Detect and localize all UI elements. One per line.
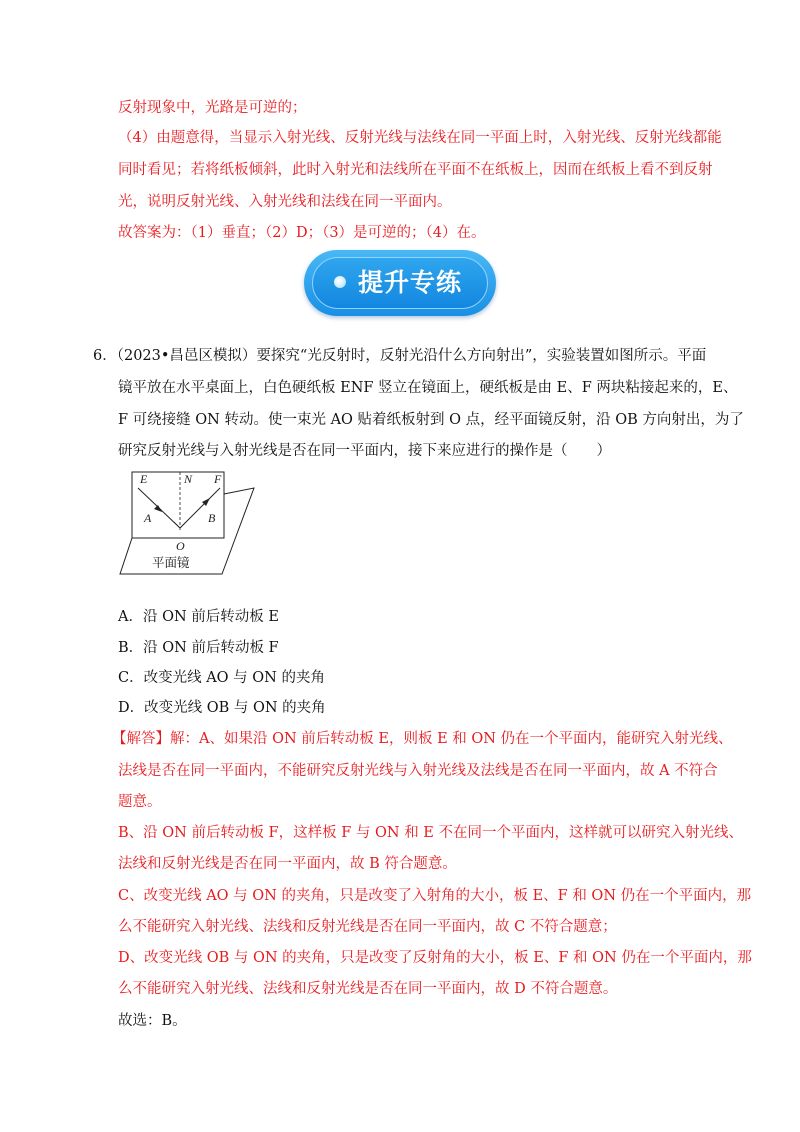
- incident-arrow-icon: [154, 505, 162, 512]
- answer-text-line: 同时看见；若将纸板倾斜，此时入射光和法线所在平面不在纸板上，因而在纸板上看不到反射: [118, 162, 713, 178]
- option-a: A．沿 ON 前后转动板 E: [118, 609, 279, 625]
- label-N: N: [184, 472, 193, 486]
- final-answer: 故选：B。: [118, 1013, 187, 1029]
- option-b: B．沿 ON 前后转动板 F: [118, 640, 279, 656]
- bullet-icon: [334, 276, 346, 288]
- label-E: E: [140, 472, 148, 486]
- banner-label: 提升专练: [358, 268, 463, 297]
- answer-line: 题意。: [118, 794, 162, 810]
- answer-text-line: 反射现象中，光路是可逆的；: [118, 100, 307, 116]
- answer-line: B、沿 ON 前后转动板 F，这样板 F 与 ON 和 E 不在同一个平面内，这样就可以研究入射光线、: [118, 825, 743, 841]
- answer-text-line: 故答案为：（1）垂直；（2）D；（3）是可逆的；（4）在。: [118, 225, 486, 241]
- option-c: C．改变光线 AO 与 ON 的夹角: [118, 670, 325, 686]
- label-O: O: [176, 539, 185, 553]
- answer-text-line: （4）由题意得，当显示入射光线、反射光线与法线在同一平面上时，入射光线、反射光线都能: [118, 130, 722, 146]
- answer-line: 么不能研究入射光线、法线和反射光线是否在同一平面内，故 D 不符合题意。: [118, 981, 618, 997]
- answer-line: 法线和反射光线是否在同一平面内，故 B 符合题意。: [118, 856, 457, 872]
- answer-line: 法线是否在同一平面内，不能研究反射光线与入射光线及法线是否在同一平面内，故 A 不符合: [118, 763, 718, 779]
- label-F: F: [214, 472, 222, 486]
- answer-line: 【解答】解：A、如果沿 ON 前后转动板 E，则板 E 和 ON 仍在一个平面内，能研究入射光线、: [112, 731, 733, 747]
- reflection-diagram: [118, 466, 258, 578]
- question-line: F 可绕接缝 ON 转动。使一束光 AO 贴着纸板射到 O 点，经平面镜反射，沿 OB 方向射出，为了: [118, 412, 744, 428]
- question-line: 镜平放在水平桌面上，白色硬纸板 ENF 竖立在镜面上，硬纸板是由 E、F 两块粘接起来的，E、: [118, 380, 738, 396]
- question-line: 6．（2023•昌邑区模拟）要探究“光反射时，反射光沿什么方向射出”，实验装置如图所示。平面: [93, 348, 707, 364]
- answer-line: 么不能研究入射光线、法线和反射光线是否在同一平面内，故 C 不符合题意；: [118, 919, 617, 935]
- question-line: 研究反射光线与入射光线是否在同一平面内，接下来应进行的操作是（ ）: [118, 443, 611, 459]
- option-d: D．改变光线 OB 与 ON 的夹角: [118, 700, 326, 716]
- mirror-label: 平面镜: [152, 555, 190, 570]
- answer-line: C、改变光线 AO 与 ON 的夹角，只是改变了入射角的大小，板 E、F 和 ON 仍在一个平面内，那: [118, 888, 752, 904]
- answer-text-line: 光，说明反射光线、入射光线和法线在同一平面内。: [118, 194, 452, 210]
- answer-line: D、改变光线 OB 与 ON 的夹角，只是改变了反射角的大小，板 E、F 和 ON 仍在一个平面内，那: [118, 950, 752, 966]
- label-B: B: [208, 511, 216, 525]
- label-A: A: [144, 511, 152, 525]
- section-banner: [304, 250, 496, 316]
